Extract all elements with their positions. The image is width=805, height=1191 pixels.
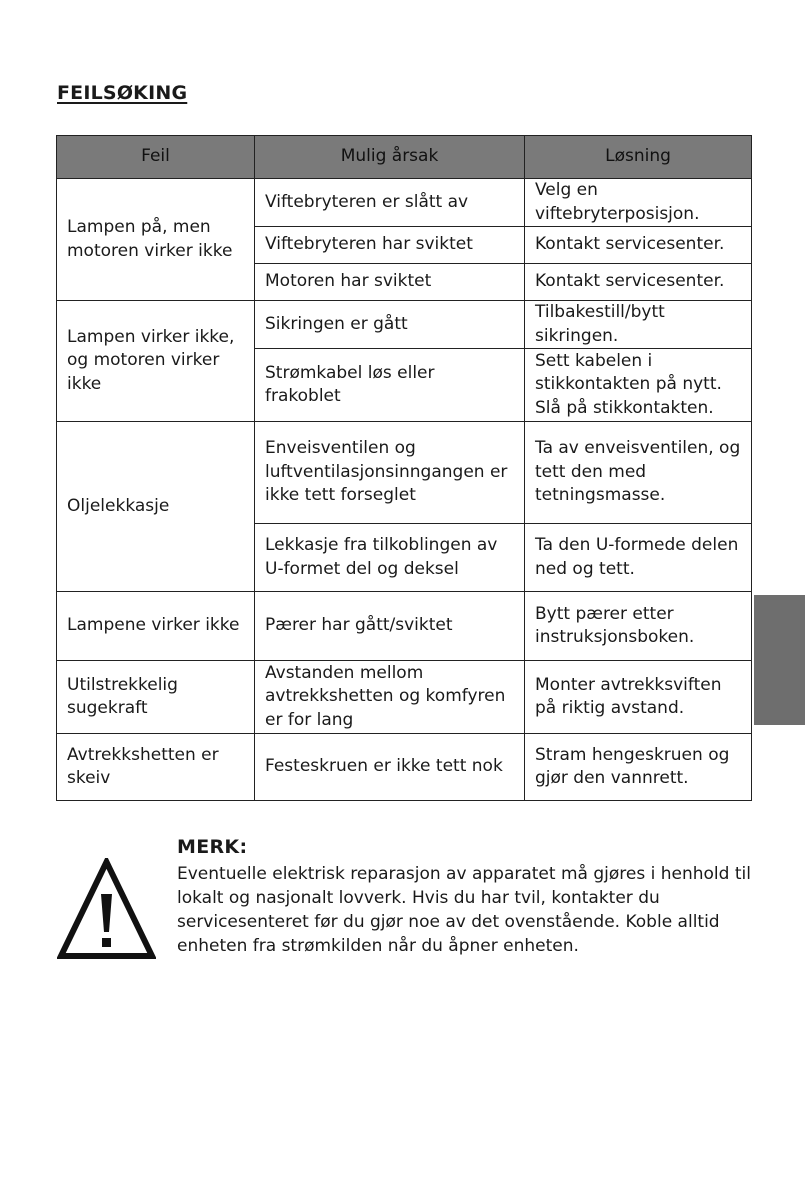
solution-cell: Monter avtrekksviften på riktig avstand.	[525, 661, 752, 734]
solution-cell: Velg en viftebryterposisjon.	[525, 179, 752, 227]
table-row	[57, 301, 752, 349]
header-fault: Feil	[57, 136, 255, 179]
table-row	[57, 179, 752, 227]
cause-cell: Viftebryteren har sviktet	[255, 227, 525, 264]
cause-cell: Lekkasje fra tilkoblingen av U-formet del og deksel	[255, 524, 525, 592]
fault-cell: Utilstrekkelig sugekraft	[57, 661, 255, 734]
cause-cell: Enveisventilen og luftventilasjonsinngangen er ikke tett forseglet	[255, 422, 525, 524]
table-row	[57, 661, 752, 734]
solution-cell: Tilbakestill/bytt sikringen.	[525, 301, 752, 349]
note-text: Eventuelle elektrisk reparasjon av apparatet må gjøres i henhold til lokalt og nasjonalt lovverk. Hvis du har tvil, kontakter du servicesenteret før du gjør noe av det ovenstående. Koble alltid enheten fra strømkilden når du åpner enheten.	[177, 864, 751, 956]
cause-cell: Motoren har sviktet	[255, 264, 525, 301]
page-title: FEILSØKING	[57, 82, 188, 104]
troubleshooting-table	[56, 135, 752, 801]
warning-triangle-icon	[57, 858, 156, 961]
note-title: MERK:	[177, 836, 248, 858]
cause-cell: Strømkabel løs eller frakoblet	[255, 349, 525, 422]
cause-cell: Festeskruen er ikke tett nok	[255, 734, 525, 801]
solution-cell: Bytt pærer etter instruksjonsboken.	[525, 592, 752, 661]
cause-cell: Sikringen er gått	[255, 301, 525, 349]
fault-cell: Lampen virker ikke, og motoren virker ikke	[57, 301, 255, 422]
chapter-side-tab	[754, 595, 805, 725]
fault-cell: Lampen på, men motoren virker ikke	[57, 179, 255, 301]
table-row	[57, 592, 752, 661]
solution-cell: Stram hengeskruen og gjør den vannrett.	[525, 734, 752, 801]
header-cause: Mulig årsak	[255, 136, 525, 179]
solution-cell: Kontakt servicesenter.	[525, 264, 752, 301]
solution-cell: Kontakt servicesenter.	[525, 227, 752, 264]
solution-cell: Ta av enveisventilen, og tett den med tetningsmasse.	[525, 422, 752, 524]
table-header-row	[57, 136, 752, 179]
cause-cell: Avstanden mellom avtrekkshetten og komfyren er for lang	[255, 661, 525, 734]
header-solution: Løsning	[525, 136, 752, 179]
fault-cell: Oljelekkasje	[57, 422, 255, 592]
solution-cell: Sett kabelen i stikkontakten på nytt. Slå på stikkontakten.	[525, 349, 752, 422]
solution-cell: Ta den U-formede delen ned og tett.	[525, 524, 752, 592]
table-row	[57, 734, 752, 801]
fault-cell: Lampene virker ikke	[57, 592, 255, 661]
cause-cell: Viftebryteren er slått av	[255, 179, 525, 227]
table-row	[57, 422, 752, 524]
fault-cell: Avtrekkshetten er skeiv	[57, 734, 255, 801]
cause-cell: Pærer har gått/sviktet	[255, 592, 525, 661]
